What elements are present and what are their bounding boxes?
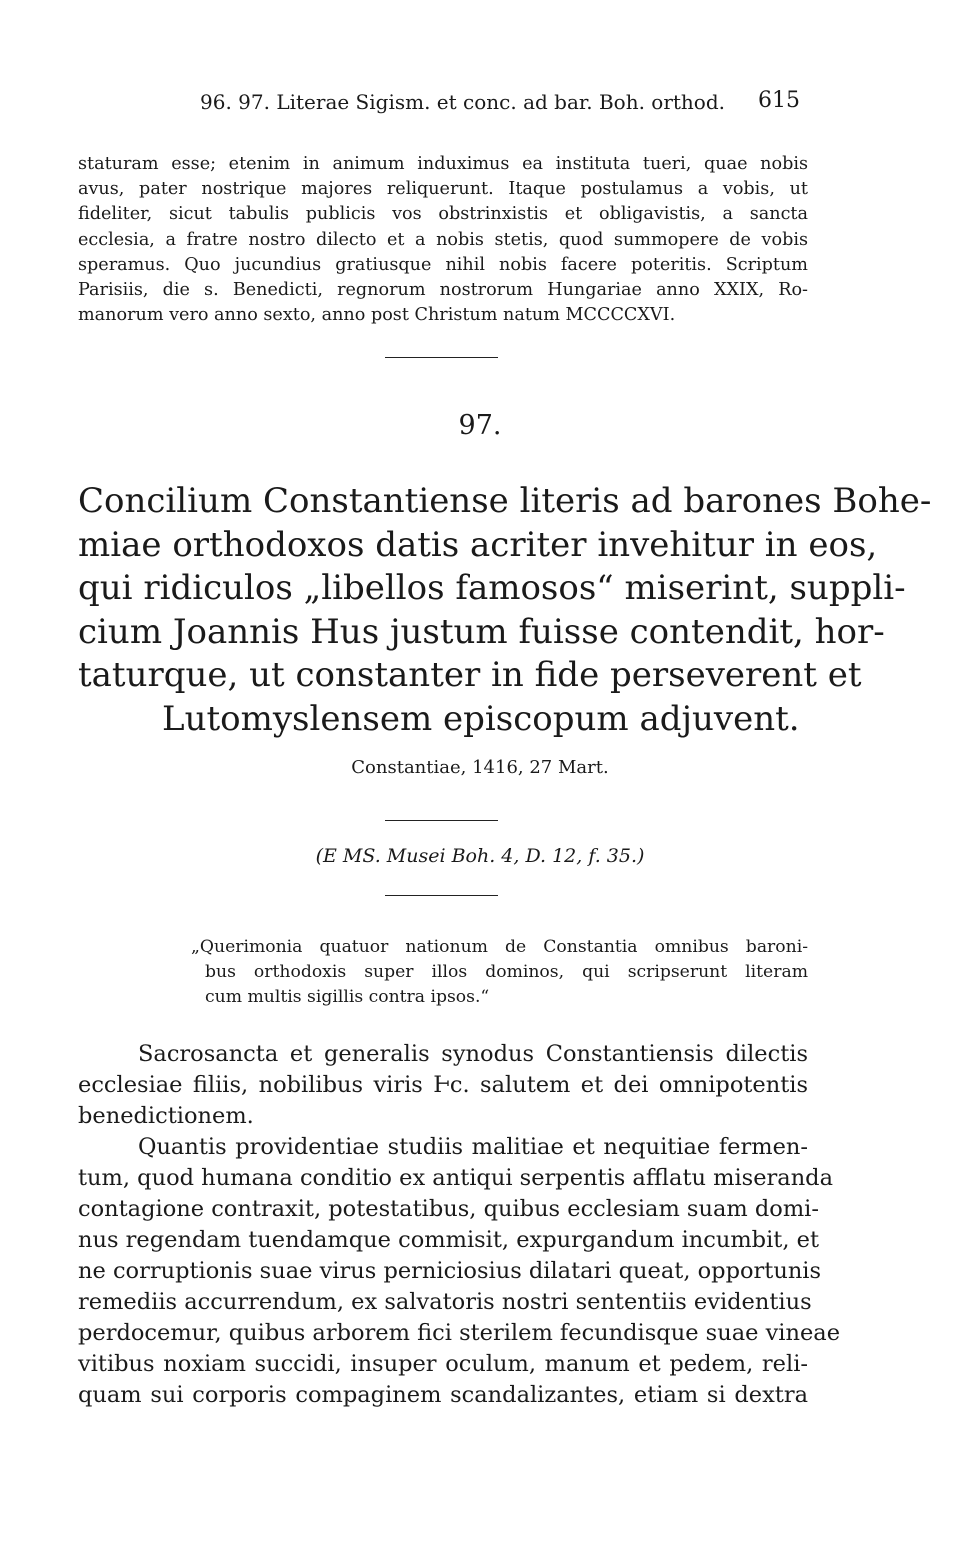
document-number: 97. [458, 410, 502, 441]
top-paragraph [78, 152, 808, 328]
section-divider [385, 357, 498, 358]
page-number: 615 [758, 88, 800, 113]
body-line: Quantis providentiae studiis malitiae et nequitiae fermen- [138, 1134, 808, 1160]
divider-rule [385, 895, 498, 896]
body-line: benedictionem. [78, 1103, 254, 1129]
text-line: speramus. Quo jucundius gratiusque nihil nobis facere poteritis. Scriptum [78, 254, 808, 275]
heading-line: miae orthodoxos datis acriter invehitur in eos, [78, 524, 878, 565]
document-heading [78, 480, 932, 742]
body-line: vitibus noxiam succidi, insuper oculum, manum et pedem, reli- [78, 1351, 808, 1377]
place-date: Constantiae, 1416, 27 Mart. [351, 757, 609, 778]
source-reference: (E MS. Musei Boh. 4, D. 12, f. 35.) [315, 845, 645, 867]
text-line: ecclesia, a fratre nostro dilecto et a nobis stetis, quod summopere de vobis [78, 229, 808, 250]
note-line: „Querimonia quatuor nationum de Constantia omnibus baroni- [191, 937, 808, 957]
text-line: Parisiis, die s. Benedicti, regnorum nostrorum Hungariae anno XXIX, Ro- [78, 280, 808, 301]
body-line: ecclesiae filiis, nobilibus viris Ⱶc. salutem et dei omnipotentis [78, 1072, 808, 1098]
heading-line: taturque, ut constanter in fide perseverent et [78, 655, 862, 696]
document-body [78, 1039, 841, 1411]
heading-line: Lutomyslensem episcopum adjuvent. [162, 698, 800, 739]
archival-note [191, 935, 808, 1011]
heading-line: qui ridiculos „libellos famosos“ miserint, suppli- [78, 568, 906, 609]
text-line: fideliter, sicut tabulis publicis vos obstrinxistis et obligavistis, a sancta [78, 204, 808, 225]
heading-line: cium Joannis Hus justum fuisse contendit, hor- [78, 611, 885, 652]
body-line: quam sui corporis compaginem scandalizantes, etiam si dextra [78, 1382, 808, 1408]
body-line: nus regendam tuendamque commisit, expurgandum incumbit, et [78, 1227, 819, 1253]
text-line: avus, pater nostrique majores reliquerunt. Itaque postulamus a vobis, ut [78, 179, 808, 200]
text-line: manorum vero anno sexto, anno post Christum natum MCCCCXVI. [78, 305, 676, 326]
running-title: 96. 97. Literae Sigism. et conc. ad bar. Boh. orthod. [200, 90, 726, 114]
body-line: tum, quod humana conditio ex antiqui serpentis afflatu miseranda [78, 1165, 834, 1191]
body-line: perdocemur, quibus arborem fici sterilem fecundisque suae vineae [78, 1320, 841, 1346]
divider-rule [385, 820, 498, 821]
note-line: bus orthodoxis super illos dominos, qui scripserunt literam [205, 962, 808, 983]
note-line: cum multis sigillis contra ipsos.“ [205, 987, 490, 1008]
body-paragraph [78, 1132, 841, 1411]
heading-line: Concilium Constantiense literis ad barones Bohe- [78, 481, 932, 521]
text-line: staturam esse; etenim in animum induximus ea instituta tueri, quae nobis [78, 154, 808, 174]
salutation-paragraph [78, 1039, 808, 1132]
body-line: Sacrosancta et generalis synodus Constantiensis dilectis [138, 1041, 808, 1067]
body-line: ne corruptionis suae virus perniciosius dilatari queat, opportunis [78, 1258, 822, 1284]
body-line: remediis accurrendum, ex salvatoris nostri sententiis evidentius [78, 1289, 812, 1315]
body-line: contagione contraxit, potestatibus, quibus ecclesiam suam domi- [78, 1196, 819, 1222]
